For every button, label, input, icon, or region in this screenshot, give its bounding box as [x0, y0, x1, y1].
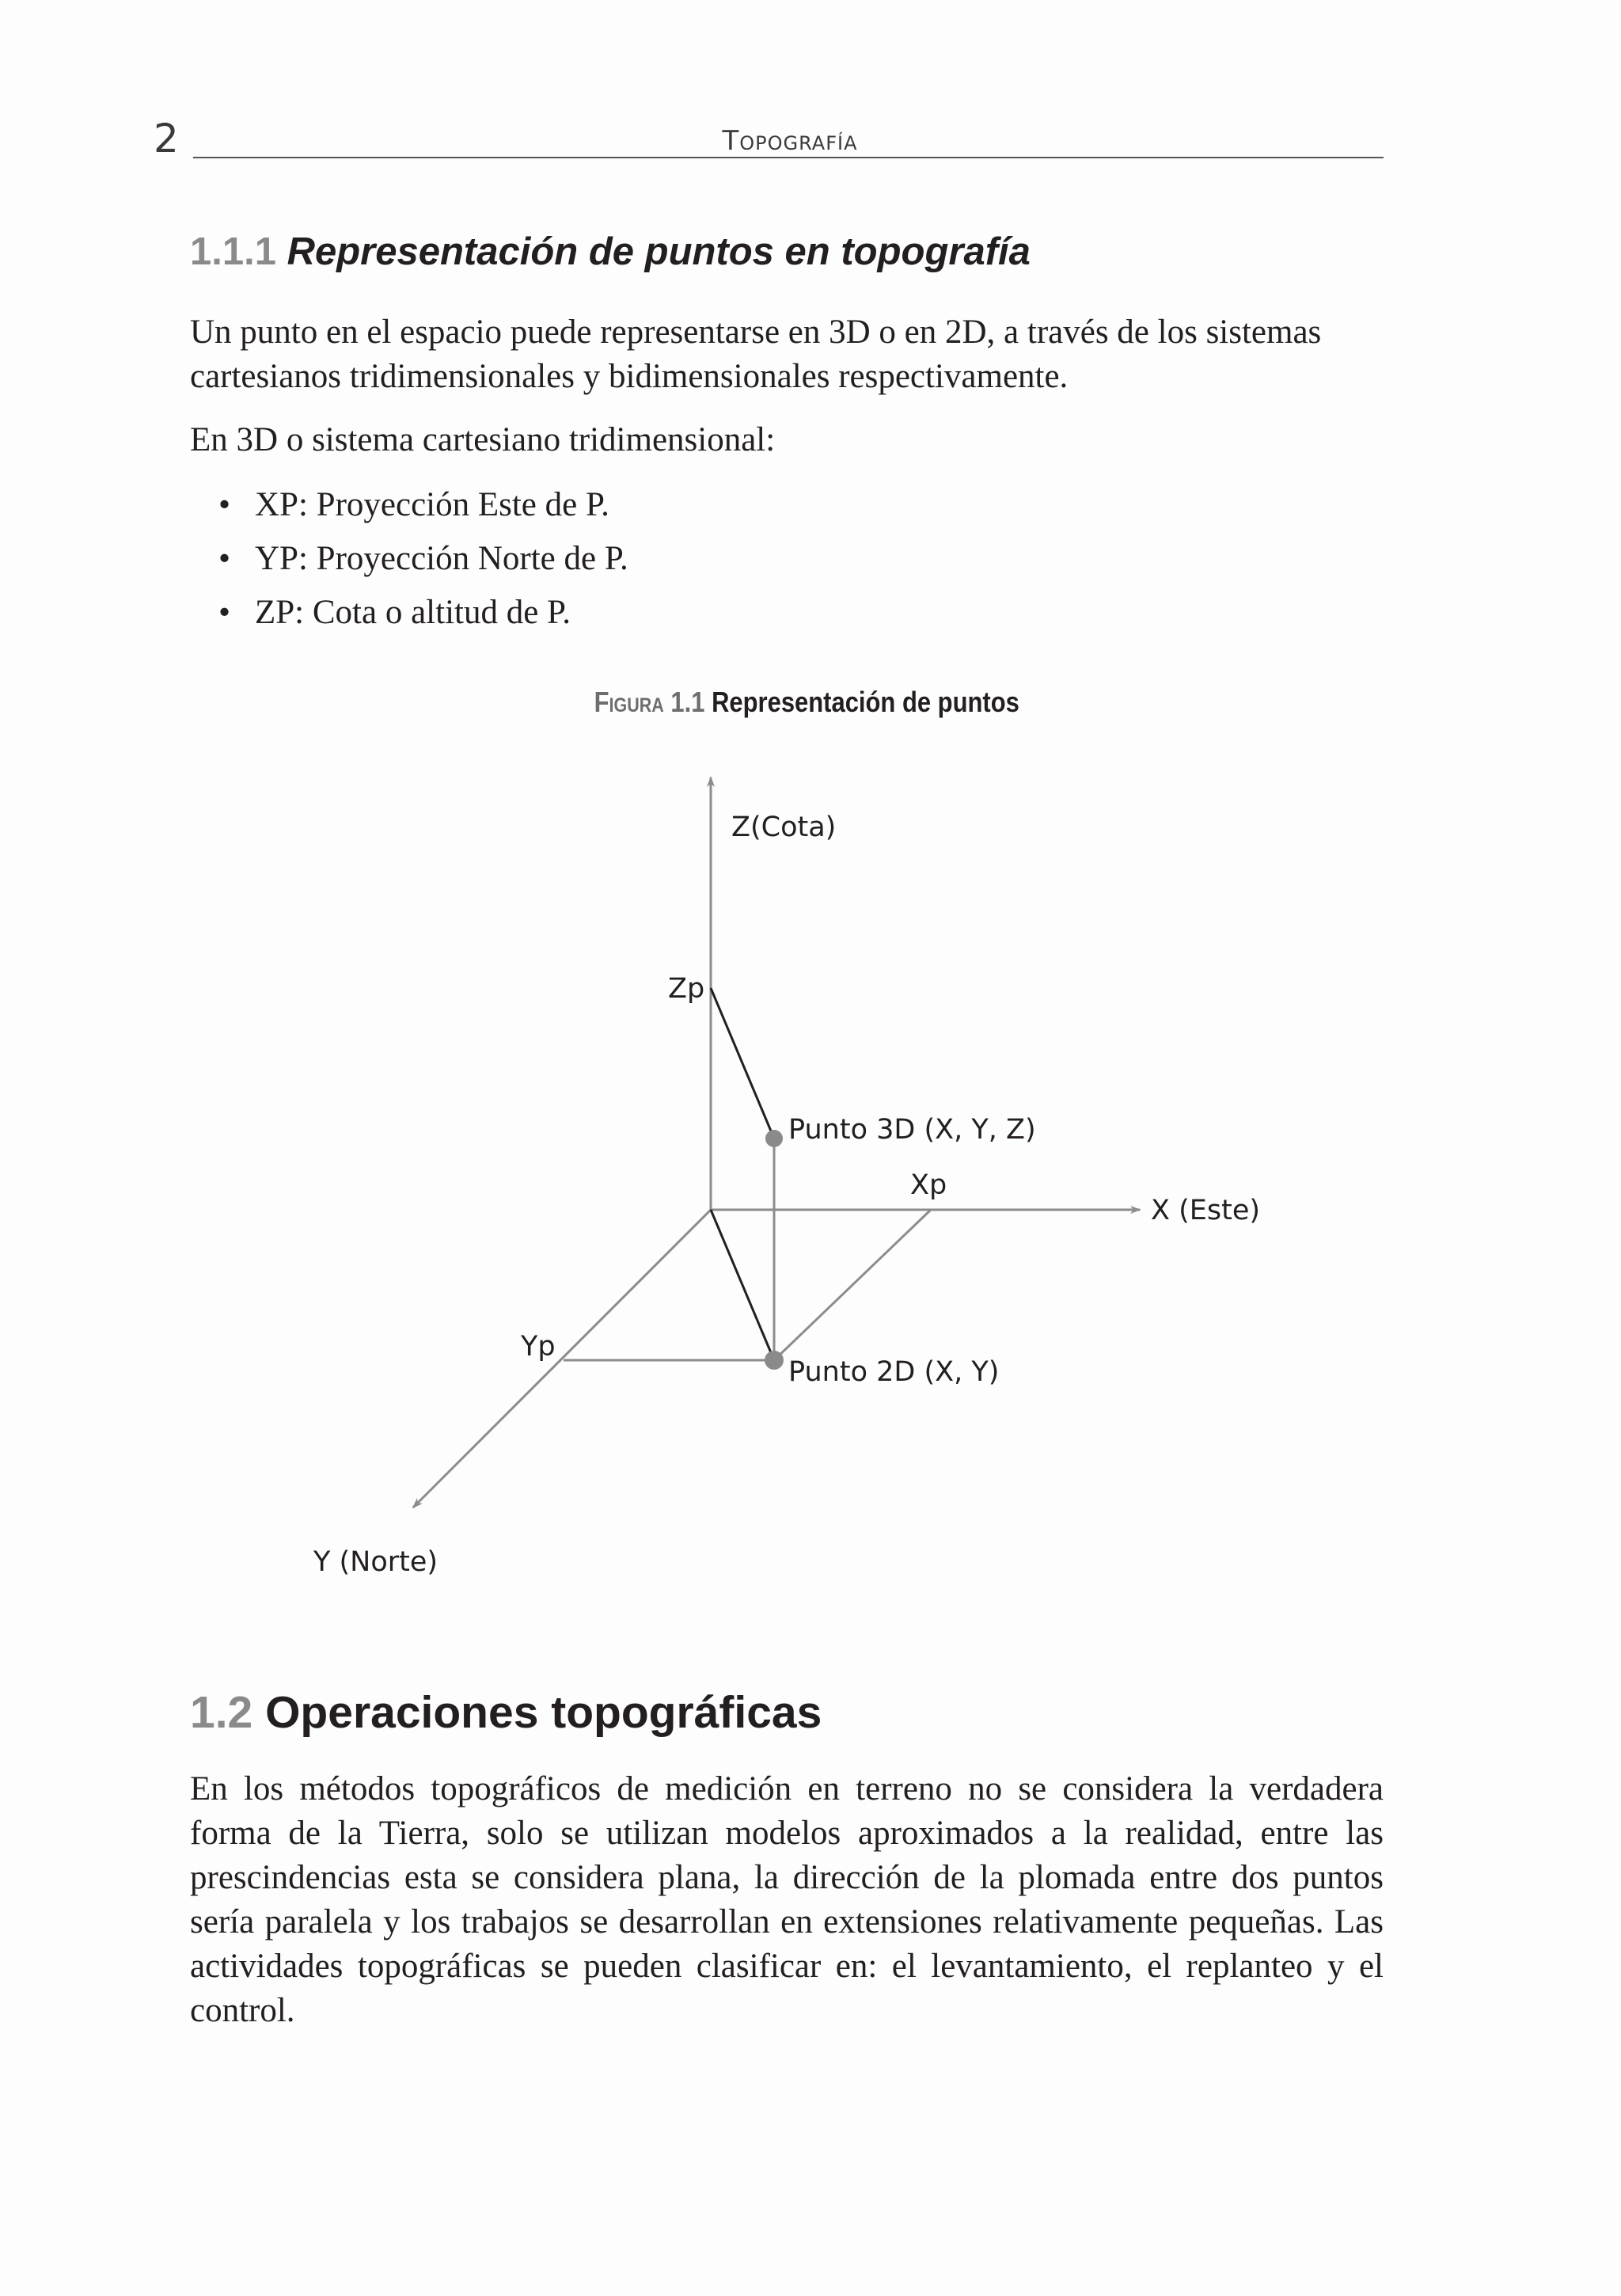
section-heading-1-2 — [190, 1686, 822, 1739]
yp-label: Yp — [521, 1331, 556, 1363]
section-number: 1.1.1 — [190, 230, 276, 273]
x-axis-label: X (Este) — [1151, 1195, 1261, 1226]
bullet-icon: • — [218, 594, 231, 631]
y-axis-line — [413, 1210, 711, 1507]
zp-label: Zp — [668, 973, 705, 1005]
origin-to-point2d-line — [711, 1210, 774, 1360]
figure-number: 1.1 — [670, 686, 705, 718]
list-item-text: ZP: Cota o altitud de P. — [255, 594, 571, 631]
list-item-text: YP: Proyección Norte de P. — [255, 540, 628, 577]
point-2d-marker — [765, 1351, 784, 1370]
section-title: Representación de puntos en topografía — [287, 230, 1031, 273]
lead-in-paragraph: En 3D o sistema cartesiano tridimensional: — [190, 421, 776, 458]
xp-to-point2d-line — [774, 1210, 931, 1360]
point-3d-label: Punto 3D (X, Y, Z) — [788, 1114, 1036, 1146]
running-title: Topografía — [722, 125, 858, 157]
y-axis-label: Y (Norte) — [313, 1546, 438, 1578]
xp-label: Xp — [910, 1169, 947, 1201]
page-number: 2 — [154, 116, 179, 162]
bullet-icon: • — [218, 486, 231, 523]
zp-to-point3d-line — [711, 988, 774, 1138]
z-axis-label: Z(Cota) — [731, 812, 837, 843]
point-3d-marker — [765, 1130, 783, 1147]
figure-title: Representación de puntos — [712, 686, 1019, 718]
section-title: Operaciones topográficas — [265, 1687, 822, 1738]
intro-paragraph: Un punto en el espacio puede representarse en 3D o en 2D, a través de los sistemas cartesianos tridimensionales y bidimensionales respectivamente. — [190, 314, 1322, 395]
section-number: 1.2 — [190, 1687, 253, 1738]
point-2d-label: Punto 2D (X, Y) — [788, 1356, 1000, 1388]
operations-paragraph: En los métodos topográficos de medición en terreno no se considera la verdadera forma de la Tierra, solo se utilizan modelos aproximados a la realidad, entre las prescindencias esta se considera plana, la dirección de la plomada entre dos puntos sería paralela y los trabajos se desarrollan en extensiones relativamente pequeñas. Las actividades topográficas se pueden clasificar en: el levantamiento, el replanteo y el control. — [190, 1770, 1384, 2029]
list-item-text: XP: Proyección Este de P. — [255, 486, 609, 523]
figure-label: Figura — [594, 686, 664, 718]
bullet-icon: • — [218, 540, 231, 577]
